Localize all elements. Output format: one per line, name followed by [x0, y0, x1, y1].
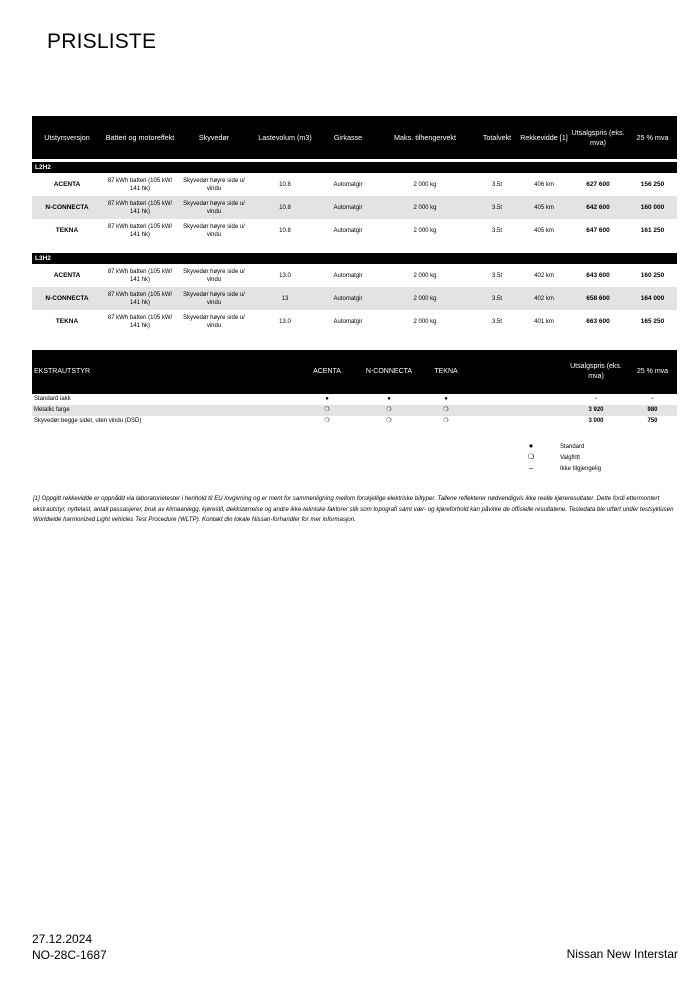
extras-price-cell: 3 000: [588, 418, 604, 424]
weight-cell: 3.5t: [474, 196, 520, 219]
volume-cell: 13: [250, 287, 320, 310]
footer-date-block: [32, 931, 107, 963]
price-table: [32, 116, 677, 333]
version-cell: N-CONNECTA: [32, 287, 102, 310]
weight-cell: 3.5t: [491, 318, 502, 325]
price-cell: 647 600: [586, 226, 610, 234]
weight-cell: 3.5t: [474, 287, 520, 310]
range-cell: 406 km: [534, 181, 554, 188]
legend-item-unavailable: [526, 462, 601, 473]
standard-dot-icon: ●: [387, 396, 391, 402]
extras-header-label: EKSTRAUTSTYR: [34, 368, 91, 375]
towing-cell: 2 000 kg: [376, 196, 474, 219]
door-cell: Skyvedør høyre side u/ vindu: [183, 268, 245, 283]
towing-cell: 2 000 kg: [413, 227, 437, 234]
extras-header-price: Utsalgspris (eks. mva): [570, 363, 622, 380]
table-row: [32, 173, 677, 196]
vat-cell: 161 250: [640, 226, 665, 234]
col-header-price: Utsalgspris (eks. mva): [571, 127, 625, 147]
version-cell: N-CONNECTA: [32, 196, 102, 219]
price-cell: 627 600: [586, 180, 610, 188]
price-cell: 663 600: [586, 317, 610, 325]
weight-cell: 3.5t: [491, 272, 502, 279]
extras-price-cell: 3 920: [564, 405, 628, 416]
extras-name-cell: Metallic farge: [32, 405, 297, 416]
door-cell: Skyvedør høyre side u/ vindu: [183, 177, 245, 192]
towing-cell: 2 000 kg: [413, 181, 437, 188]
battery-cell: 87 kWh batteri (105 kW/ 141 hk): [107, 177, 173, 192]
optional-circle-icon: ❍: [324, 418, 330, 424]
col-header-vat: 25 % mva: [636, 132, 669, 142]
optional-circle-icon: ❍: [443, 418, 449, 424]
vat-cell: 164 000: [628, 287, 677, 310]
gearbox-cell: Automatgir: [320, 196, 376, 219]
standard-dot-icon: ●: [325, 396, 329, 402]
extras-vat-cell: 980: [628, 405, 677, 416]
extras-header-nconnecta: N-CONNECTA: [365, 368, 413, 375]
legend-label: Valgfritt: [560, 455, 580, 461]
battery-cell: 87 kWh batteri (105 kW/ 141 hk): [102, 196, 178, 219]
footnote: [1] Oppgitt rekkevidde er oppnådd via laboratorietester i henhold til EU lovgivning og er ment for sammenligning mellom forskjellige elektriske biltyper. Tallene reflekterer nødvendigvis ikke reelle kjøreresultater. Dette fordi ettermontert ekstrautstyr, nyttelast, antall passasjerer, bruk av klimaanlegg, kjørestil, dekkstørrelse og andre ikke-tekniske faktorer slik som topografi samt vær- og kjøreforhold kan påvirke de offisielle resultatene. Testedata ble utført under testsyklusen Worldwide harmonized Light vehicles Test Procedure (WLTP). Kontakt din lokale Nissan-forhandler for mer informasjon.: [33, 495, 674, 523]
col-header-gearbox: Girkasse: [333, 132, 363, 142]
group-label: L2H2: [32, 162, 677, 173]
gearbox-cell: Automatgir: [333, 272, 363, 279]
range-cell: 405 km: [534, 227, 554, 234]
col-header-battery: Batteri og motoreffekt: [105, 132, 175, 142]
footer-model: Nissan New Interstar: [566, 947, 678, 961]
extras-header-vat: 25 % mva: [636, 368, 669, 375]
col-header-volume: Lastevolum (m3): [258, 132, 312, 142]
towing-cell: 2 000 kg: [413, 272, 437, 279]
gearbox-cell: Automatgir: [333, 227, 363, 234]
legend-label: Ikke tilgjengelig: [560, 466, 602, 472]
version-cell: ACENTA: [53, 271, 81, 279]
vat-cell: 160 250: [640, 271, 665, 279]
range-cell: 402 km: [520, 287, 568, 310]
extras-name-cell: Standard lakk: [34, 396, 71, 402]
table-row: [32, 219, 677, 242]
extras-row: [32, 394, 677, 405]
vat-cell: 160 000: [628, 196, 677, 219]
range-cell: 402 km: [534, 272, 554, 279]
footer-date: 27.12.2024: [32, 932, 93, 946]
table-row: [32, 264, 677, 287]
battery-cell: 87 kWh batteri (105 kW/ 141 hk): [107, 223, 173, 238]
gearbox-cell: Automatgir: [333, 181, 363, 188]
legend: [526, 440, 601, 473]
group-row-l3h2: [32, 253, 677, 264]
door-cell: Skyvedør høyre side u/ vindu: [183, 314, 245, 329]
battery-cell: 87 kWh batteri (105 kW/ 141 hk): [107, 268, 173, 283]
price-cell: 642 600: [568, 196, 628, 219]
standard-dot-icon: ●: [444, 396, 448, 402]
legend-label: Standard: [560, 444, 585, 450]
vat-cell: 156 250: [640, 180, 665, 188]
price-cell: 643 600: [586, 271, 610, 279]
table-row: [32, 196, 677, 219]
extras-row: [32, 405, 677, 416]
standard-dot-icon: ●: [528, 441, 534, 450]
extras-row: [32, 416, 677, 427]
table-row: [32, 310, 677, 333]
range-cell: 405 km: [520, 196, 568, 219]
optional-circle-icon: ❍: [421, 405, 471, 416]
vat-cell: 165 250: [640, 317, 665, 325]
footer-code: NO-28C-1687: [32, 948, 107, 962]
legend-item-optional: [526, 451, 601, 462]
volume-cell: 10.8: [279, 227, 291, 234]
battery-cell: 87 kWh batteri (105 kW/ 141 hk): [107, 314, 173, 329]
version-cell: TEKNA: [55, 226, 79, 234]
col-header-weight: Totalvekt: [482, 132, 512, 142]
extras-table: [32, 350, 677, 427]
volume-cell: 13.0: [279, 318, 291, 325]
extras-name-cell: Skyvedør begge sider, uten vindu (DSD): [34, 418, 142, 424]
version-cell: ACENTA: [53, 180, 81, 188]
range-cell: 401 km: [534, 318, 554, 325]
col-header-version: Utstyrsversjon: [44, 132, 90, 142]
extras-vat-cell: 750: [647, 418, 658, 424]
weight-cell: 3.5t: [491, 227, 502, 234]
optional-circle-icon: ❍: [297, 405, 357, 416]
towing-cell: 2 000 kg: [413, 318, 437, 325]
weight-cell: 3.5t: [491, 181, 502, 188]
gearbox-cell: Automatgir: [320, 287, 376, 310]
group-label: L3H2: [32, 253, 677, 264]
optional-circle-icon: ❍: [527, 452, 535, 461]
volume-cell: 10.8: [279, 181, 291, 188]
extras-header-acenta: ACENTA: [313, 368, 341, 375]
col-header-door: Skyvedør: [198, 132, 230, 142]
extras-price-cell: -: [595, 396, 597, 402]
battery-cell: 87 kWh batteri (105 kW/ 141 hk): [102, 287, 178, 310]
volume-cell: 13.0: [279, 272, 291, 279]
gearbox-cell: Automatgir: [333, 318, 363, 325]
group-row-l2h2: [32, 162, 677, 173]
col-header-range: Rekkevidde [1]: [520, 132, 568, 142]
legend-item-standard: [526, 440, 601, 451]
extras-header-tekna: TEKNA: [434, 368, 458, 375]
table-row: [32, 287, 677, 310]
version-cell: TEKNA: [55, 317, 79, 325]
towing-cell: 2 000 kg: [376, 287, 474, 310]
price-cell: 658 600: [568, 287, 628, 310]
door-cell: Skyvedør høyre side u/ vindu: [178, 196, 250, 219]
dash-icon: –: [528, 463, 534, 472]
col-header-towing: Maks. tilhengervekt: [394, 132, 456, 142]
price-table-header: [32, 116, 677, 159]
volume-cell: 10.8: [250, 196, 320, 219]
optional-circle-icon: ❍: [357, 405, 421, 416]
page-title: PRISLISTE: [47, 30, 157, 53]
optional-circle-icon: ❍: [386, 418, 392, 424]
extras-table-header: [32, 350, 677, 394]
door-cell: Skyvedør høyre side u/ vindu: [183, 223, 245, 238]
extras-vat-cell: -: [651, 396, 654, 402]
door-cell: Skyvedør høyre side u/ vindu: [178, 287, 250, 310]
